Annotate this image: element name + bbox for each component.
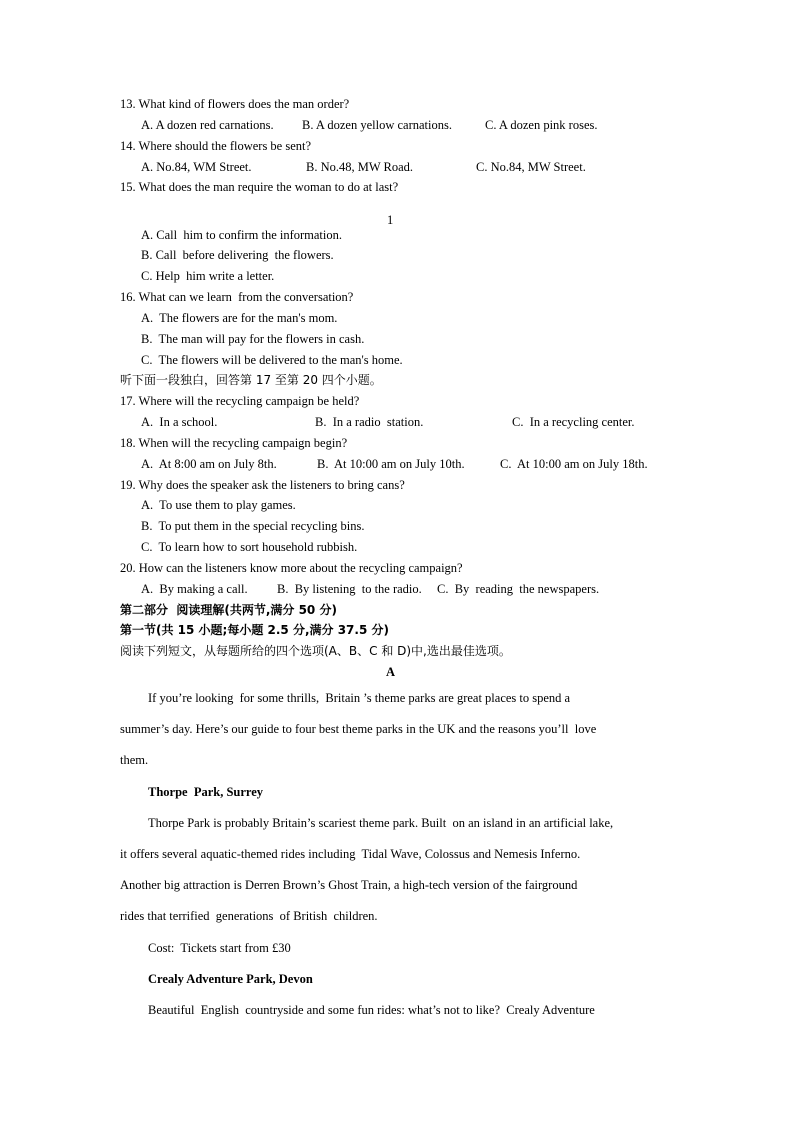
q14-option-b: B. No.48, MW Road. [306, 160, 414, 174]
q19-option-c: C. To learn how to sort household rubbish. [141, 540, 358, 554]
q15-option-a: A. Call him to confirm the information. [141, 228, 343, 242]
park1-line-1: Thorpe Park is probably Britain’s scariest theme park. Built on an island in an artificial lake, [148, 816, 614, 830]
park2-title: Crealy Adventure Park, Devon [148, 972, 313, 986]
q18-stem: 18. When will the recycling campaign begin? [120, 436, 348, 450]
q15-option-c: C. Help him write a letter. [141, 269, 275, 283]
q18-option-b: B. At 10:00 am on July 10th. [317, 457, 465, 471]
q13-option-c: C. A dozen pink roses. [485, 118, 598, 132]
q17-stem: 17. Where will the recycling campaign be held? [120, 394, 360, 408]
q15-stem: 15. What does the man require the woman to do at last? [120, 180, 399, 194]
q17-option-c: C. In a recycling center. [512, 415, 635, 429]
q18-option-a: A. At 8:00 am on July 8th. [141, 457, 277, 471]
section1-heading: 第一节(共 15 小题;每小题 2.5 分,满分 37.5 分) [120, 623, 389, 637]
q14-option-c: C. No.84, MW Street. [476, 160, 586, 174]
q16-option-a: A. The flowers are for the man's mom. [141, 311, 338, 325]
intro-line-2: summer’s day. Here’s our guide to four best theme parks in the UK and the reasons you’ll love [120, 722, 597, 736]
q19-option-a: A. To use them to play games. [141, 498, 296, 512]
q13-option-b: B. A dozen yellow carnations. [302, 118, 452, 132]
q20-option-a: A. By making a call. [141, 582, 248, 596]
q16-option-c: C. The flowers will be delivered to the man's home. [141, 353, 403, 367]
q20-stem: 20. How can the listeners know more about the recycling campaign? [120, 561, 463, 575]
q15-option-b: B. Call before delivering the flowers. [141, 248, 334, 262]
q14-stem: 14. Where should the flowers be sent? [120, 139, 312, 153]
reading-instruction: 阅读下列短文，从每题所给的四个选项(A、B、C 和 D)中,选出最佳选项。 [120, 644, 511, 658]
q14-option-a: A. No.84, WM Street. [141, 160, 252, 174]
q13-stem: 13. What kind of flowers does the man order? [120, 97, 350, 111]
q20-option-c: C. By reading the newspapers. [437, 582, 600, 596]
park1-line-2: it offers several aquatic-themed rides including Tidal Wave, Colossus and Nemesis Inferno. [120, 847, 581, 861]
q20-option-b: B. By listening to the radio. [277, 582, 422, 596]
page-number: 1 [387, 213, 394, 227]
part2-heading: 第二部分 阅读理解(共两节,满分 50 分) [120, 603, 337, 617]
park1-cost: Cost: Tickets start from £30 [148, 941, 291, 955]
monologue-instruction: 听下面一段独白，回答第 17 至第 20 四个小题。 [120, 373, 382, 387]
intro-line-1: If you’re looking for some thrills, Britain ’s theme parks are great places to spend a [148, 691, 571, 705]
park2-line-1: Beautiful English countryside and some fun rides: what’s not to like? Crealy Adventure [148, 1003, 595, 1017]
q19-stem: 19. Why does the speaker ask the listeners to bring cans? [120, 478, 405, 492]
q16-option-b: B. The man will pay for the flowers in cash. [141, 332, 365, 346]
q19-option-b: B. To put them in the special recycling bins. [141, 519, 365, 533]
q17-option-a: A. In a school. [141, 415, 218, 429]
intro-line-3: them. [120, 753, 149, 767]
q13-option-a: A. A dozen red carnations. [141, 118, 274, 132]
q17-option-b: B. In a radio station. [315, 415, 424, 429]
passage-label: A [386, 665, 396, 679]
park1-title: Thorpe Park, Surrey [148, 785, 264, 799]
park1-line-4: rides that terrified generations of British children. [120, 909, 378, 923]
q16-stem: 16. What can we learn from the conversation? [120, 290, 354, 304]
q18-option-c: C. At 10:00 am on July 18th. [500, 457, 648, 471]
park1-line-3: Another big attraction is Derren Brown’s Ghost Train, a high-tech version of the fairground [120, 878, 578, 892]
